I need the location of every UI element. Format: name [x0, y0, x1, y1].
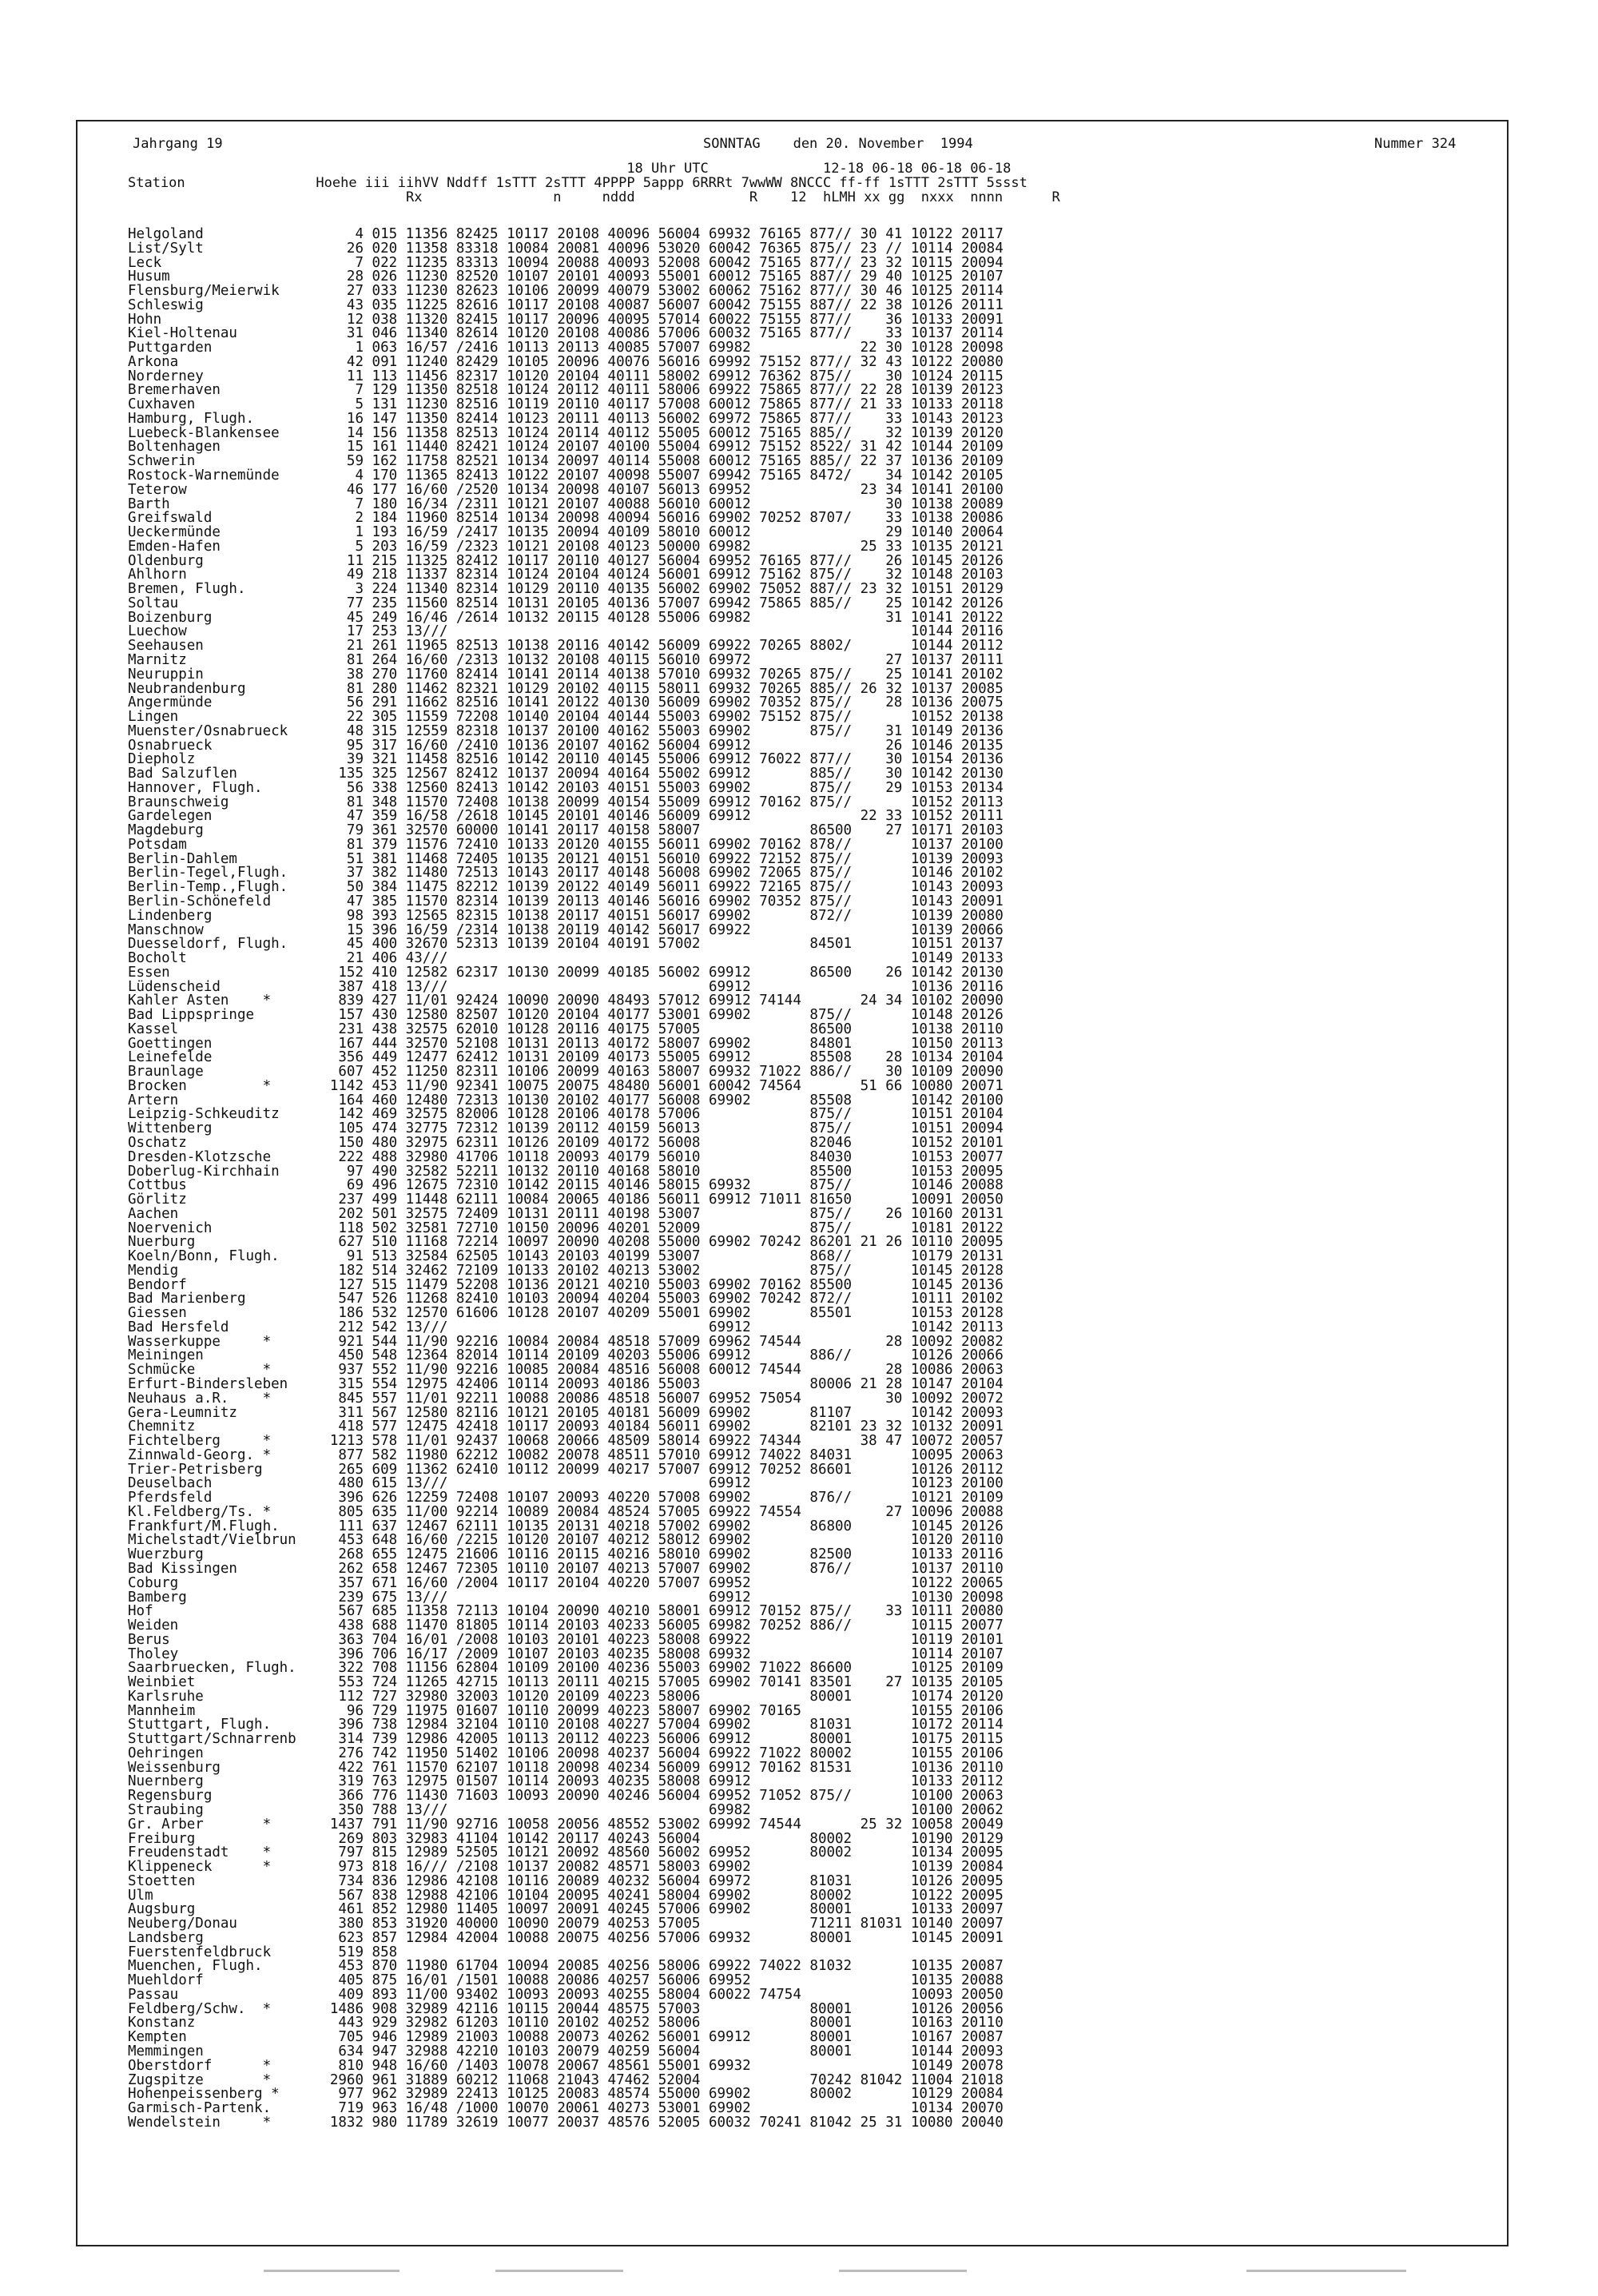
table-row: Michelstadt/Vielbrun 453 648 16/60 /2215 10120 20107 40212 58012 69902 10120 20110: [128, 1532, 1004, 1549]
table-row: Ahlhorn 49 218 11337 82314 10124 20104 40124 56001 69912 75162 875// 32 10148 20103: [128, 567, 1004, 583]
table-row: Lingen 22 305 11559 72208 10140 20104 40144 55003 69902 75152 875// 10152 20138: [128, 709, 1004, 726]
table-row: Artern 164 460 12480 72313 10130 20102 40177 56008 69902 85508 10142 20100: [128, 1092, 1004, 1108]
table-row: Feldberg/Schw. * 1486 908 32989 42116 10115 20044 48575 57003 80001 10126 20056: [128, 2000, 1004, 2017]
table-row: Soltau 77 235 11560 82514 10131 20105 40136 57007 69942 75865 885// 25 10142 20126: [128, 595, 1004, 611]
table-row: Bad Salzuflen 135 325 12567 82412 10137 20094 40164 55002 69912 885// 30 10142 20130: [128, 766, 1004, 782]
table-row: Luebeck-Blankensee 14 156 11358 82513 10124 20114 40112 55005 60012 75165 885// 32 10139 20120: [128, 424, 1004, 441]
table-row: Bamberg 239 675 13/// 69912 10130 20098: [128, 1589, 1004, 1606]
table-row: Konstanz 443 929 32982 61203 10110 20102 40252 58006 80001 10163 20110: [128, 2015, 1004, 2031]
volume-label: Jahrgang 19: [133, 136, 223, 152]
table-row: Pferdsfeld 396 626 12259 72408 10107 20093 40220 57008 69902 876// 10121 20109: [128, 1490, 1004, 1506]
table-row: Bad Marienberg 547 526 11268 82410 10103 20094 40204 55003 69902 70242 872// 10111 20102: [128, 1291, 1004, 1307]
column-header: 18 Uhr UTC 12-18 06-18 06-18 06-18 Station Hoehe iii iihVV Nddff 1sTTT 2sTTT 4PPPP 5appp 6RRRt 7wwWW 8NCCC ff-ff 1sTTT 2sTTT 5ssst Rx n nddd R 12 hLMH xx gg nxxx nnnn R: [128, 161, 1060, 205]
issue-number: Nummer 324: [1374, 136, 1457, 152]
table-row: Kl.Feldberg/Ts. * 805 635 11/00 92214 10089 20084 48524 57005 69922 74554 27 10096 20088: [128, 1503, 1004, 1520]
table-row: Bremerhaven 7 129 11350 82518 10124 20112 40111 58006 69922 75865 877// 22 28 10139 20123: [128, 382, 1004, 399]
table-row: Muenster/Osnabrueck 48 315 12559 82318 10137 20100 40162 55003 69902 875// 31 10149 20136: [128, 722, 1004, 739]
table-row: Lüdenscheid 387 418 13/// 69912 10136 20116: [128, 978, 1004, 995]
table-row: Zugspitze * 2960 961 31889 60212 11068 21043 47462 52004 70242 81042 11004 21018: [128, 2071, 1004, 2088]
table-row: Bendorf 127 515 11479 52208 10136 20121 40210 55003 69902 70162 85500 10145 20136: [128, 1276, 1004, 1293]
table-row: Giessen 186 532 12570 61606 10128 20107 40209 55001 69902 85501 10153 20128: [128, 1305, 1004, 1322]
table-row: Bad Hersfeld 212 542 13/// 69912 10142 20113: [128, 1319, 1004, 1335]
table-row: Barth 7 180 16/34 /2311 10121 20107 40088 56010 60012 30 10138 20089: [128, 495, 1004, 512]
footer-rule: [1246, 2270, 1406, 2272]
table-row: Essen 152 410 12582 62317 10130 20099 40185 56002 69912 86500 26 10142 20130: [128, 964, 1004, 981]
table-row: Aachen 202 501 32575 72409 10131 20111 40198 53007 875// 26 10160 20131: [128, 1205, 1004, 1222]
table-row: Görlitz 237 499 11448 62111 10084 20065 40186 56011 69912 71011 81650 10091 20050: [128, 1192, 1004, 1208]
table-row: Tholey 396 706 16/17 /2009 10107 20103 40235 58008 69932 10114 20107: [128, 1645, 1004, 1662]
table-row: Leipzig-Schkeuditz 142 469 32575 82006 10128 20106 40178 57006 875// 10151 20104: [128, 1106, 1004, 1123]
table-row: Bad Lippspringe 157 430 12580 82507 10120 20104 40177 53001 69902 875// 10148 20126: [128, 1007, 1004, 1024]
table-row: Bremen, Flugh. 3 224 11340 82314 10129 20110 40135 56002 69902 75052 887// 23 32 10151 20129: [128, 581, 1004, 598]
table-row: Schleswig 43 035 11225 82616 10117 20108 40087 56007 60042 75155 887// 22 38 10126 20111: [128, 296, 1004, 313]
table-row: Augsburg 461 852 12980 11405 10097 20091 40245 57006 69902 80001 10133 20097: [128, 1901, 1004, 1918]
table-row: Lindenberg 98 393 12565 82315 10138 20117 40151 56017 69902 872// 10139 20080: [128, 907, 1004, 924]
table-row: Mendig 182 514 32462 72109 10133 20102 40213 53002 875// 10145 20128: [128, 1262, 1004, 1279]
table-row: Braunschweig 81 348 11570 72408 10138 20099 40154 55009 69912 70162 875// 10152 20113: [128, 794, 1004, 810]
table-row: Freudenstadt * 797 815 12989 52505 10121 20092 48560 56002 69952 80002 10134 20095: [128, 1844, 1004, 1861]
table-row: Cottbus 69 496 12675 72310 10142 20115 40146 58015 69932 875// 10146 20088: [128, 1177, 1004, 1194]
station-table: [128, 228, 1004, 2131]
table-row: Osnabrueck 95 317 16/60 /2410 10136 20107 40162 56004 69912 26 10146 20135: [128, 737, 1004, 754]
table-row: Neuberg/Donau 380 853 31920 40000 10090 20079 40253 57005 71211 81031 10140 20097: [128, 1916, 1004, 1932]
table-row: Wasserkuppe * 921 544 11/90 92216 10084 20084 48518 57009 69962 74544 28 10092 20082: [128, 1333, 1004, 1350]
table-row: Koeln/Bonn, Flugh. 91 513 32584 62505 10143 20103 40199 53007 868// 10179 20131: [128, 1248, 1004, 1265]
table-row: Dresden-Klotzsche 222 488 32980 41706 10118 20093 40179 56010 84030 10153 20077: [128, 1148, 1004, 1165]
table-row: Nuernberg 319 763 12975 01507 10114 20093 40235 58008 69912 10133 20112: [128, 1773, 1004, 1790]
table-row: Berlin-Temp.,Flugh. 50 384 11475 82212 10139 20122 40149 56011 69922 72165 875// 10143 20093: [128, 879, 1004, 896]
table-row: Wittenberg 105 474 32775 72312 10139 20112 40159 56013 875// 10151 20094: [128, 1120, 1004, 1137]
table-row: Kassel 231 438 32575 62010 10128 20116 40175 57005 86500 10138 20110: [128, 1021, 1004, 1037]
table-row: Nuerburg 627 510 11168 72214 10097 20090 40208 55000 69902 70242 86201 21 26 10110 20095: [128, 1234, 1004, 1251]
table-row: Brocken * 1142 453 11/90 92341 10075 20075 48480 56001 60042 74564 51 66 10080 20071: [128, 1077, 1004, 1094]
table-row: Leck 7 022 11235 83313 10094 20088 40093 52008 60042 75165 877// 23 32 10115 20094: [128, 254, 1004, 271]
table-row: Karlsruhe 112 727 32980 32003 10120 20109 40223 58006 80001 10174 20120: [128, 1688, 1004, 1705]
table-row: Emden-Hafen 5 203 16/59 /2323 10121 20108 40123 50000 69982 25 33 10135 20121: [128, 538, 1004, 555]
table-row: Stuttgart, Flugh. 396 738 12984 32104 10110 20108 40227 57004 69902 81031 10172 20114: [128, 1717, 1004, 1733]
table-row: Boltenhagen 15 161 11440 82421 10124 20107 40100 55004 69912 75152 8522/ 31 42 10144 20109: [128, 439, 1004, 456]
table-row: Stoetten 734 836 12986 42108 10116 20089 40232 56004 69972 81031 10126 20095: [128, 1872, 1004, 1889]
table-row: Weissenburg 422 761 11570 62107 10118 20098 40234 56009 69912 70162 81531 10136 20110: [128, 1759, 1004, 1776]
table-row: Oberstdorf * 810 948 16/60 /1403 10078 20067 48561 55001 69932 10149 20078: [128, 2057, 1004, 2074]
table-row: Wendelstein * 1832 980 11789 32619 10077 20037 48576 52005 60032 70241 81042 25 31 10080 20040: [128, 2114, 1004, 2131]
table-row: Chemnitz 418 577 12475 42418 10117 20093 40184 56011 69902 82101 23 32 10132 20091: [128, 1419, 1004, 1435]
table-row: Mannheim 96 729 11975 01607 10110 20099 40223 58007 69902 70165 10155 20106: [128, 1702, 1004, 1719]
footer-rule: [839, 2270, 967, 2272]
table-row: Marnitz 81 264 16/60 /2313 10132 20108 40115 56010 69972 27 10137 20111: [128, 651, 1004, 668]
table-row: Klippeneck * 973 818 16/// /2108 10137 20082 48571 58003 69902 10139 20084: [128, 1859, 1004, 1876]
table-row: Neubrandenburg 81 280 11462 82321 10129 20102 40115 58011 69932 70265 885// 26 32 10137 20085: [128, 680, 1004, 697]
table-row: Oldenburg 11 215 11325 82412 10117 20110 40127 56004 69952 76165 877// 26 10145 20126: [128, 552, 1004, 569]
table-row: Meiningen 450 548 12364 82014 10114 20109 40203 55006 69912 886// 10126 20066: [128, 1347, 1004, 1364]
table-row: Deuselbach 480 615 13/// 69912 10123 20100: [128, 1475, 1004, 1492]
table-row: Oehringen 276 742 11950 51402 10106 20098 40237 56004 69922 71022 80002 10155 20106: [128, 1745, 1004, 1761]
table-row: Duesseldorf, Flugh. 45 400 32670 52313 10139 20104 40191 57002 84501 10151 20137: [128, 936, 1004, 953]
table-row: Regensburg 366 776 11430 71603 10093 20090 40246 56004 69952 71052 875// 10100 20063: [128, 1788, 1004, 1805]
table-row: Schwerin 59 162 11758 82521 10134 20097 40114 55008 60012 75165 885// 22 37 10136 20109: [128, 453, 1004, 470]
table-row: Passau 409 893 11/00 93402 10093 20093 40255 58004 60022 74754 10093 20050: [128, 1986, 1004, 2003]
table-row: Weinbiet 553 724 11265 42715 10113 20111 40215 57005 69902 70141 83501 27 10135 20105: [128, 1674, 1004, 1691]
table-row: Puttgarden 1 063 16/57 /2416 10113 20113 40085 57007 69982 22 30 10128 20098: [128, 340, 1004, 356]
table-row: Erfurt-Bindersleben 315 554 12975 42406 10114 20093 40186 55003 80006 21 28 10147 20104: [128, 1376, 1004, 1393]
table-row: Doberlug-Kirchhain 97 490 32582 52211 10132 20110 40168 58010 85500 10153 20095: [128, 1163, 1004, 1180]
table-row: Diepholz 39 321 11458 82516 10142 20110 40145 55006 69912 76022 877// 30 10154 20136: [128, 751, 1004, 768]
table-row: Manschnow 15 396 16/59 /2314 10138 20119 40142 56017 69922 10139 20066: [128, 921, 1004, 938]
table-row: Fichtelberg * 1213 578 11/01 92437 10068 20066 48509 58014 69922 74344 38 47 10072 20057: [128, 1433, 1004, 1450]
table-row: Stuttgart/Schnarrenb 314 739 12986 42005 10113 20112 40223 56006 69912 80001 10175 20115: [128, 1731, 1004, 1748]
table-row: Cuxhaven 5 131 11230 82516 10119 20110 40117 57008 60012 75865 877// 21 33 10133 20118: [128, 396, 1004, 413]
table-row: Kempten 705 946 12989 21003 10088 20073 40262 56001 69912 80001 10167 20087: [128, 2029, 1004, 2046]
table-row: Berlin-Schönefeld 47 385 11570 82314 10139 20113 40146 56016 69902 70352 875// 10143 20091: [128, 893, 1004, 909]
table-row: Kahler Asten * 839 427 11/01 92424 10090 20090 48493 57012 69912 74144 24 34 10102 20090: [128, 993, 1004, 1009]
table-row: Hannover, Flugh. 56 338 12560 82413 10142 20103 40151 55003 69902 875// 29 10153 20134: [128, 779, 1004, 796]
table-row: Neuhaus a.R. * 845 557 11/01 92211 10088 20086 48518 56007 69952 75054 30 10092 20072: [128, 1390, 1004, 1407]
table-row: Fuerstenfeldbruck 519 858: [128, 1944, 398, 1960]
table-row: Ulm 567 838 12988 42106 10104 20095 40241 58004 69902 80002 10122 20095: [128, 1887, 1004, 1904]
table-row: Schmücke * 937 552 11/90 92216 10085 20084 48516 56008 60012 74544 28 10086 20063: [128, 1362, 1004, 1379]
table-row: Hohn 12 038 11320 82415 10117 20096 40095 57014 60022 75155 877// 36 10133 20091: [128, 311, 1004, 328]
table-row: Arkona 42 091 11240 82429 10105 20096 40076 56016 69992 75152 877// 32 43 10122 20080: [128, 353, 1004, 370]
table-row: Zinnwald-Georg. * 877 582 11980 62212 10082 20078 48511 57010 69912 74022 84031 10095 20063: [128, 1446, 1004, 1463]
table-row: Hohenpeissenberg * 977 962 32989 22413 10125 20083 48574 55000 69902 80002 10129 20084: [128, 2086, 1004, 2103]
table-row: Memmingen 634 947 32988 42210 10103 20079 40259 56004 80001 10144 20093: [128, 2043, 1004, 2059]
table-row: Saarbruecken, Flugh. 322 708 11156 62804 10109 20100 40236 55003 69902 71022 86600 10125 20109: [128, 1660, 1004, 1677]
table-row: Boizenburg 45 249 16/46 /2614 10132 20115 40128 55006 69982 31 10141 20122: [128, 609, 1004, 626]
table-row: Weiden 438 688 11470 81805 10114 20103 40233 56005 69982 70252 886// 10115 20077: [128, 1618, 1004, 1634]
table-row: Greifswald 2 184 11960 82514 10134 20098 40094 56016 69902 70252 8707/ 33 10138 20086: [128, 510, 1004, 527]
table-row: Berus 363 704 16/01 /2008 10103 20101 40223 58008 69922 10119 20101: [128, 1631, 1004, 1648]
table-row: Potsdam 81 379 11576 72410 10133 20120 40155 56011 69902 70162 878// 10137 20100: [128, 836, 1004, 853]
table-row: Flensburg/Meierwik 27 033 11230 82623 10106 20099 40079 53002 60062 75162 877// 30 46 10125 20114: [128, 283, 1004, 300]
table-row: Landsberg 623 857 12984 42004 10088 20075 40256 57006 69932 80001 10145 20091: [128, 1929, 1004, 1946]
table-row: Gardelegen 47 359 16/58 /2618 10145 20101 40146 56009 69912 22 33 10152 20111: [128, 808, 1004, 825]
table-row: Teterow 46 177 16/60 /2520 10134 20098 40107 56013 69952 23 34 10141 20100: [128, 481, 1004, 498]
table-row: Hamburg, Flugh. 16 147 11350 82414 10123 20111 40113 56002 69972 75865 877// 33 10143 20123: [128, 410, 1004, 427]
table-row: Garmisch-Partenk. 719 963 16/48 /1000 10070 20061 40273 53001 69902 10134 20070: [128, 2100, 1004, 2117]
table-row: List/Sylt 26 020 11358 83318 10084 20081 40096 53020 60042 76365 875// 23 // 10114 20084: [128, 240, 1004, 257]
table-row: Noervenich 118 502 32581 72710 10150 20096 40201 52009 875// 10181 20122: [128, 1220, 1004, 1236]
table-row: Leinefelde 356 449 12477 62412 10131 20109 40173 55005 69912 85508 28 10134 20104: [128, 1049, 1004, 1066]
table-row: Gr. Arber * 1437 791 11/90 92716 10058 20056 48552 53002 69992 74544 25 32 10058 20049: [128, 1816, 1004, 1832]
table-row: Goettingen 167 444 32570 52108 10131 20113 40172 58007 69902 84801 10150 20113: [128, 1035, 1004, 1052]
table-row: Berlin-Dahlem 51 381 11468 72405 10135 20121 40151 56010 69922 72152 875// 10139 20093: [128, 850, 1004, 867]
table-row: Freiburg 269 803 32983 41104 10142 20117 40243 56004 80002 10190 20129: [128, 1830, 1004, 1847]
table-row: Oschatz 150 480 32975 62311 10126 20109 40172 56008 82046 10152 20101: [128, 1135, 1004, 1151]
table-row: Straubing 350 788 13/// 69982 10100 20062: [128, 1801, 1004, 1818]
table-row: Wuerzburg 268 655 12475 21606 10116 20115 40216 58010 69902 82500 10133 20116: [128, 1546, 1004, 1563]
table-row: Neuruppin 38 270 11760 82414 10141 20114 40138 57010 69932 70265 875// 25 10141 20102: [128, 666, 1004, 682]
date-heading: SONNTAG den 20. November 1994: [703, 136, 973, 152]
table-row: Coburg 357 671 16/60 /2004 10117 20104 40220 57007 69952 10122 20065: [128, 1574, 1004, 1591]
table-row: Bad Kissingen 262 658 12467 72305 10110 20107 40213 57007 69902 876// 10137 20110: [128, 1560, 1004, 1577]
table-row: Kiel-Holtenau 31 046 11340 82614 10120 20108 40086 57006 60032 75165 877// 33 10137 20114: [128, 325, 1004, 342]
table-row: Seehausen 21 261 11965 82513 10138 20116 40142 56009 69922 70265 8802/ 10144 20112: [128, 638, 1004, 655]
table-row: Frankfurt/M.Flugh. 111 637 12467 62111 10135 20131 40218 57002 69902 86800 10145 20126: [128, 1518, 1004, 1534]
table-row: Ueckermünde 1 193 16/59 /2417 10135 20094 40109 58010 60012 29 10140 20064: [128, 524, 1004, 541]
table-row: Gera-Leumnitz 311 567 12580 82116 10121 20105 40181 56009 69902 81107 10142 20093: [128, 1404, 1004, 1421]
table-row: Magdeburg 79 361 32570 60000 10141 20117 40158 58007 86500 27 10171 20103: [128, 822, 1004, 839]
table-row: Bocholt 21 406 43/// 10149 20133: [128, 950, 1004, 967]
table-row: Trier-Petrisberg 265 609 11362 62410 10112 20099 40217 57007 69912 70252 86601 10126 20112: [128, 1461, 1004, 1478]
footer-rule: [264, 2270, 400, 2272]
table-row: Husum 28 026 11230 82520 10107 20101 40093 55001 60012 75165 887// 29 40 10125 20107: [128, 269, 1004, 285]
table-row: Luechow 17 253 13/// 10144 20116: [128, 623, 1004, 640]
table-row: Muenchen, Flugh. 453 870 11980 61704 10094 20085 40256 58006 69922 74022 81032 10135 20087: [128, 1958, 1004, 1975]
footer-rule: [495, 2270, 623, 2272]
table-row: Hof 567 685 11358 72113 10104 20090 40210 58001 69912 70152 875// 33 10111 20080: [128, 1603, 1004, 1620]
table-row: Norderney 11 113 11456 82317 10120 20104 40111 58002 69912 76362 875// 30 10124 20115: [128, 368, 1004, 384]
table-row: Muehldorf 405 875 16/01 /1501 10088 20086 40257 56006 69952 10135 20088: [128, 1972, 1004, 1989]
table-row: Berlin-Tegel,Flugh. 37 382 11480 72513 10143 20117 40148 56008 69902 72065 875// 10146 20102: [128, 865, 1004, 881]
table-row: Helgoland 4 015 11356 82425 10117 20108 40096 56004 69932 76165 877// 30 41 10122 20117: [128, 226, 1004, 242]
table-row: Rostock-Warnemünde 4 170 11365 82413 10122 20107 40098 55007 69942 75165 8472/ 34 10142 20105: [128, 468, 1004, 484]
table-row: Braunlage 607 452 11250 82311 10106 20099 40163 58007 69932 71022 886// 30 10109 20090: [128, 1064, 1004, 1080]
table-row: Angermünde 56 291 11662 82516 10141 20122 40130 56009 69902 70352 875// 28 10136 20075: [128, 694, 1004, 711]
